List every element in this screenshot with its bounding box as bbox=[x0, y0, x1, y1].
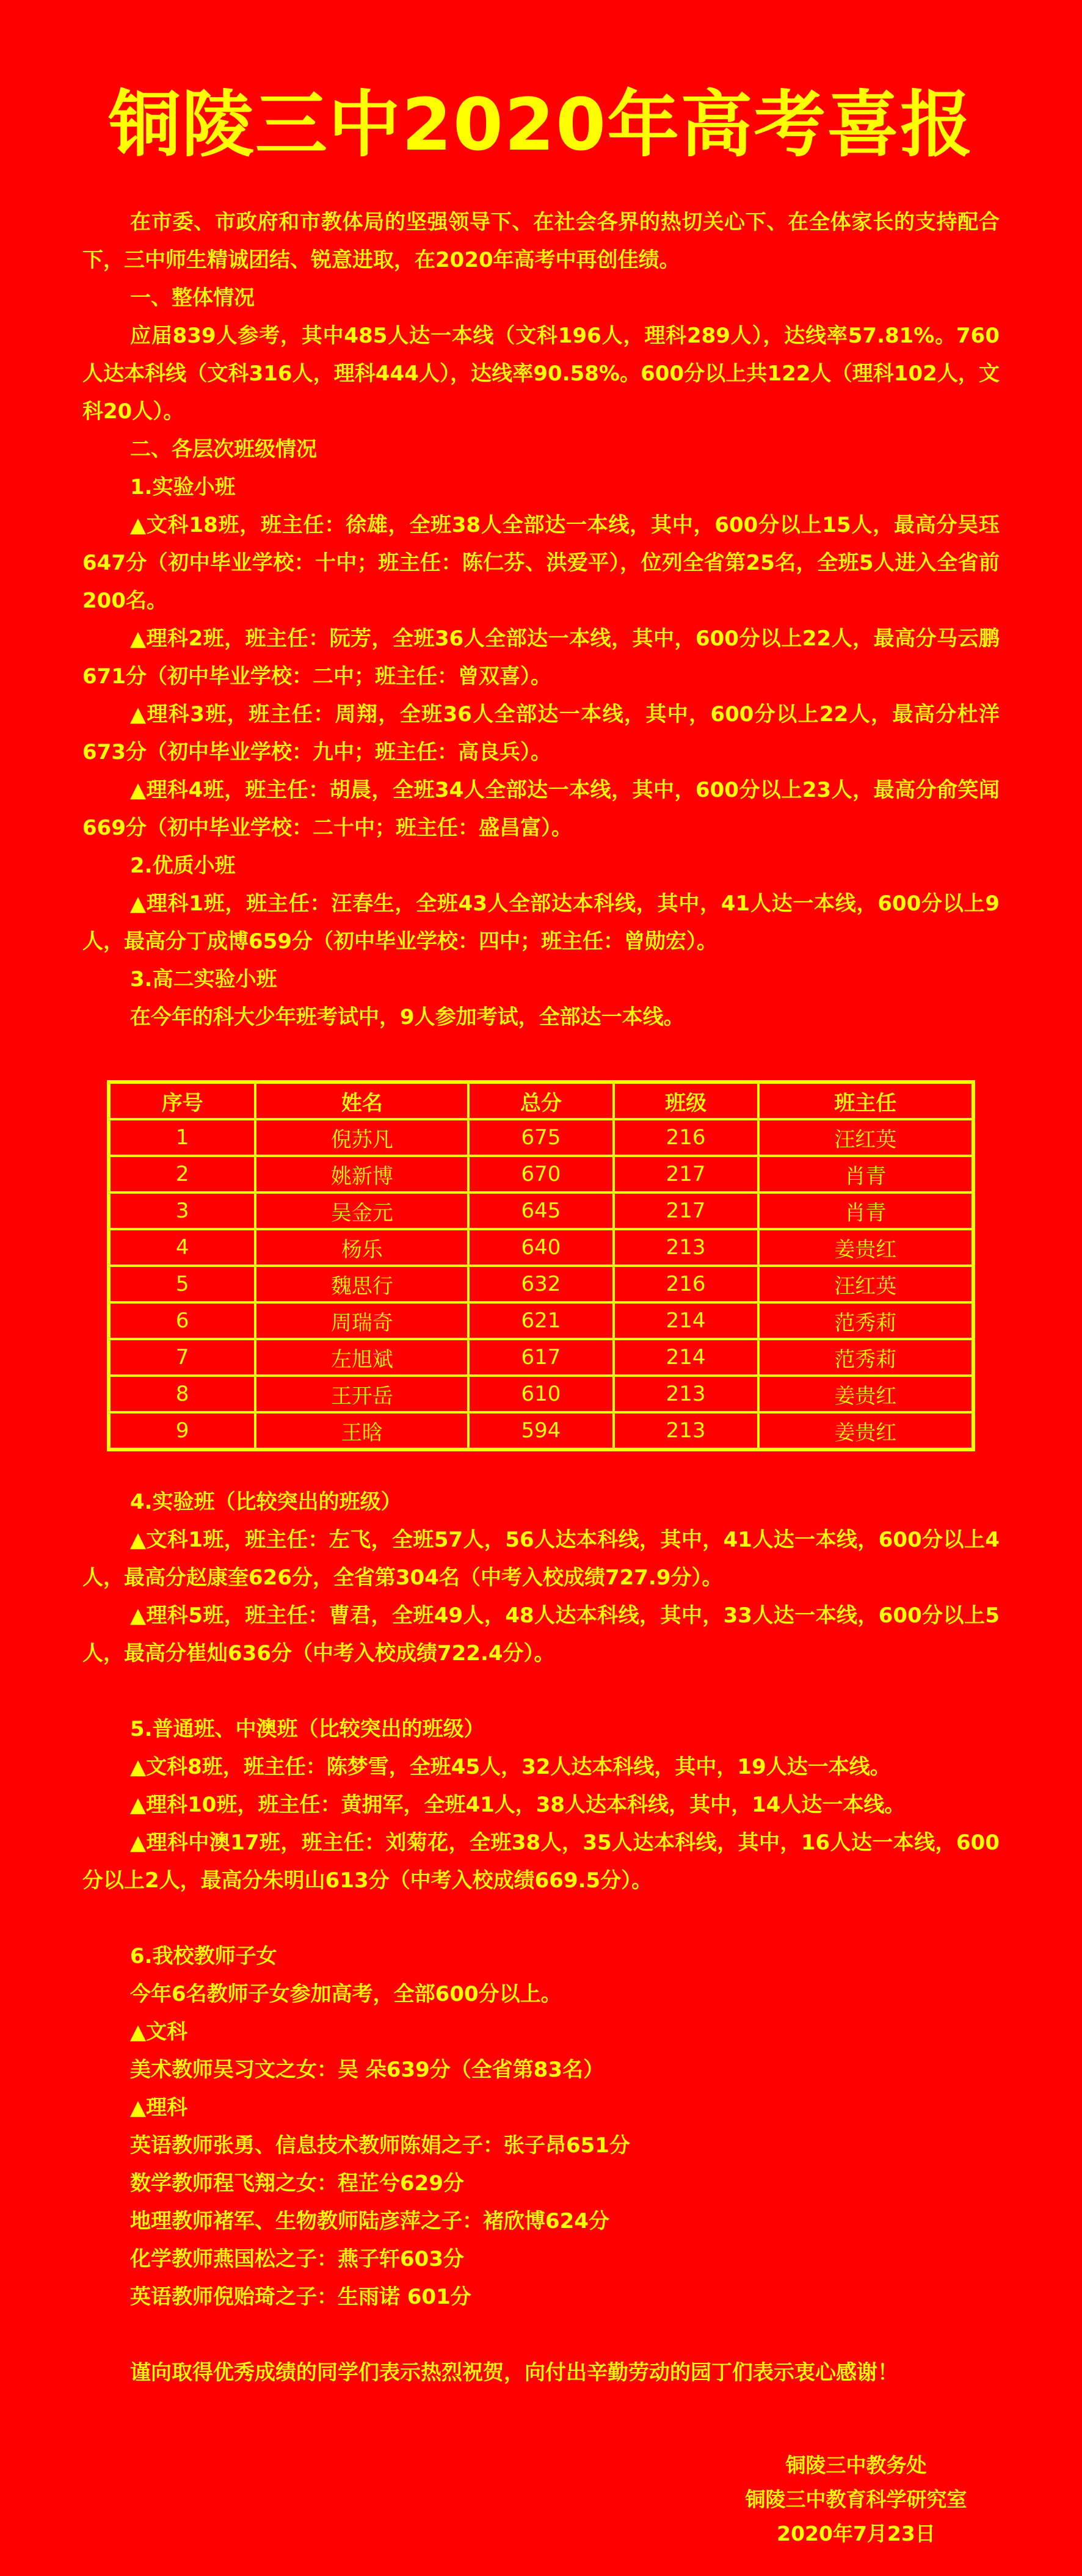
cell-name: 王晗 bbox=[255, 1412, 468, 1449]
table-row bbox=[109, 1192, 973, 1229]
cell-teacher: 汪红英 bbox=[758, 1266, 973, 1302]
sub2-heading: 2.优质小班 bbox=[130, 854, 236, 878]
signature-org-academic-affairs: 铜陵三中教务处 bbox=[785, 2453, 927, 2477]
cell-index: 3 bbox=[109, 1192, 255, 1229]
cell-score: 610 bbox=[468, 1376, 613, 1412]
cell-score: 675 bbox=[468, 1119, 613, 1156]
cell-name: 姚新博 bbox=[255, 1156, 468, 1192]
cell-index: 6 bbox=[109, 1302, 255, 1339]
cell-class: 213 bbox=[614, 1412, 758, 1449]
column-header-name: 姓名 bbox=[255, 1082, 468, 1119]
cell-index: 9 bbox=[109, 1412, 255, 1449]
table-row bbox=[109, 1266, 973, 1302]
sub5-heading: 5.普通班、中澳班（比较突出的班级） bbox=[130, 1717, 485, 1741]
cell-teacher: 范秀莉 bbox=[758, 1339, 973, 1376]
cell-teacher: 姜贵红 bbox=[758, 1376, 973, 1412]
closing-message: 谨向取得优秀成绩的同学们表示热烈祝贺，向付出辛勤劳动的园丁们表示衷心感谢！ bbox=[130, 2360, 898, 2385]
table-header-row bbox=[109, 1082, 973, 1119]
cell-index: 8 bbox=[109, 1376, 255, 1412]
cell-name: 杨乐 bbox=[255, 1229, 468, 1266]
sub5-item: ▲理科中澳17班，班主任：刘菊花，全班38人，35人达本科线，其中，16人达一本线，600分以上2人，最高分朱明山613分（中考入校成绩669.5分）。 bbox=[82, 1830, 1000, 1893]
teacher-child-item: 美术教师吴习文之女：吴 朵639分（全省第83名） bbox=[130, 2058, 605, 2082]
teacher-child-item: 英语教师倪贻琦之子：生雨诺 601分 bbox=[130, 2285, 471, 2309]
spacer bbox=[82, 1672, 1000, 1710]
sub1-heading: 1.实验小班 bbox=[130, 475, 236, 499]
cell-name: 魏思行 bbox=[255, 1266, 468, 1302]
section2-heading: 二、各层次班级情况 bbox=[130, 437, 317, 462]
column-header-class: 班级 bbox=[614, 1082, 758, 1119]
cell-class: 216 bbox=[614, 1119, 758, 1156]
cell-class: 217 bbox=[614, 1156, 758, 1192]
cell-name: 左旭斌 bbox=[255, 1339, 468, 1376]
cell-score: 670 bbox=[468, 1156, 613, 1192]
spacer bbox=[82, 1899, 1000, 1937]
cell-name: 周瑞奇 bbox=[255, 1302, 468, 1339]
cell-index: 2 bbox=[109, 1156, 255, 1192]
results-table bbox=[107, 1080, 975, 1451]
spacer bbox=[82, 2316, 1000, 2354]
sub6-heading: 6.我校教师子女 bbox=[130, 1944, 277, 1968]
teacher-child-item: 数学教师程飞翔之女：程芷兮629分 bbox=[130, 2171, 464, 2196]
cell-class: 214 bbox=[614, 1339, 758, 1376]
cell-teacher: 姜贵红 bbox=[758, 1412, 973, 1449]
column-header-index: 序号 bbox=[109, 1082, 255, 1119]
cell-index: 7 bbox=[109, 1339, 255, 1376]
teacher-child-item: 化学教师燕国松之子：燕子轩603分 bbox=[130, 2247, 464, 2271]
sub3-text: 在今年的科大少年班考试中，9人参加考试，全部达一本线。 bbox=[130, 1005, 684, 1029]
sub2-item: ▲理科1班，班主任：汪春生，全班43人全部达本科线，其中，41人达一本线，600分以上9人，最高分丁成博659分（初中毕业学校：四中；班主任：曾勋宏）。 bbox=[82, 891, 1000, 954]
table-row bbox=[109, 1412, 973, 1449]
teacher-child-item: 地理教师褚军、生物教师陆彦萍之子：褚欣博624分 bbox=[130, 2209, 609, 2233]
column-header-teacher: 班主任 bbox=[758, 1082, 973, 1119]
table-row bbox=[109, 1339, 973, 1376]
cell-index: 1 bbox=[109, 1119, 255, 1156]
cell-score: 645 bbox=[468, 1192, 613, 1229]
teacher-child-item: 英语教师张勇、信息技术教师陈娟之子：张子昂651分 bbox=[130, 2133, 630, 2158]
sub6-text: 今年6名教师子女参加高考，全部600分以上。 bbox=[130, 1982, 562, 2006]
cell-class: 213 bbox=[614, 1376, 758, 1412]
cell-score: 621 bbox=[468, 1302, 613, 1339]
sub1-item: ▲理科2班，班主任：阮芳，全班36人全部达一本线，其中，600分以上22人，最高分马云鹏671分（初中毕业学校：二中；班主任：曾双喜）。 bbox=[82, 626, 1000, 689]
column-header-score: 总分 bbox=[468, 1082, 613, 1119]
like-label: ▲理科 bbox=[130, 2095, 188, 2120]
cell-class: 216 bbox=[614, 1266, 758, 1302]
sub5-item: ▲文科8班，班主任：陈梦雪，全班45人，32人达本科线，其中，19人达一本线。 bbox=[130, 1755, 891, 1779]
cell-score: 632 bbox=[468, 1266, 613, 1302]
sub4-heading: 4.实验班（比较突出的班级） bbox=[130, 1490, 402, 1514]
sub1-item: ▲理科3班，班主任：周翔，全班36人全部达一本线，其中，600分以上22人，最高分杜洋673分（初中毕业学校：九中；班主任：高良兵）。 bbox=[82, 702, 1000, 764]
section1-heading: 一、整体情况 bbox=[130, 286, 255, 310]
cell-teacher: 肖青 bbox=[758, 1192, 973, 1229]
cell-teacher: 范秀莉 bbox=[758, 1302, 973, 1339]
cell-index: 4 bbox=[109, 1229, 255, 1266]
cell-class: 213 bbox=[614, 1229, 758, 1266]
sub4-item: ▲理科5班，班主任：曹君，全班49人，48人达本科线，其中，33人达一本线，600分以上5人，最高分崔灿636分（中考入校成绩722.4分）。 bbox=[82, 1603, 1000, 1666]
table-row bbox=[109, 1376, 973, 1412]
sub1-item: ▲文科18班，班主任：徐雄，全班38人全部达一本线，其中，600分以上15人，最高分吴珏647分（初中毕业学校：十中；班主任：陈仁芬、洪爱平），位列全省第25名，全班5人进入全省前200名。 bbox=[82, 513, 1000, 613]
table-row bbox=[109, 1229, 973, 1266]
cell-score: 640 bbox=[468, 1229, 613, 1266]
cell-index: 5 bbox=[109, 1266, 255, 1302]
cell-name: 吴金元 bbox=[255, 1192, 468, 1229]
cell-teacher: 肖青 bbox=[758, 1156, 973, 1192]
cell-score: 594 bbox=[468, 1412, 613, 1449]
cell-name: 王开岳 bbox=[255, 1376, 468, 1412]
sub5-item: ▲理科10班，班主任：黄拥军，全班41人，38人达本科线，其中，14人达一本线。 bbox=[130, 1793, 906, 1817]
table-row bbox=[109, 1156, 973, 1192]
signature-block bbox=[630, 2448, 1082, 2551]
cell-class: 214 bbox=[614, 1302, 758, 1339]
intro-paragraph: 在市委、市政府和市教体局的坚强领导下、在社会各界的热切关心下、在全体家长的支持配合下，三中师生精诚团结、锐意进取，在2020年高考中再创佳绩。 bbox=[82, 210, 1000, 272]
table-row bbox=[109, 1302, 973, 1339]
cell-score: 617 bbox=[468, 1339, 613, 1376]
table-row bbox=[109, 1119, 973, 1156]
cell-teacher: 姜贵红 bbox=[758, 1229, 973, 1266]
sub4-item: ▲文科1班，班主任：左飞，全班57人，56人达本科线，其中，41人达一本线，600分以上4人，最高分赵康奎626分，全省第304名（中考入校成绩727.9分）。 bbox=[82, 1528, 1000, 1590]
section1-text: 应届839人参考，其中485人达一本线（文科196人，理科289人），达线率57.81%。760人达本科线（文科316人，理科444人），达线率90.58%。600分以上共122人（理科102人，文科20人）。 bbox=[82, 324, 1000, 424]
signature-org-research: 铜陵三中教育科学研究室 bbox=[745, 2487, 967, 2511]
cell-name: 倪苏凡 bbox=[255, 1119, 468, 1156]
cell-class: 217 bbox=[614, 1192, 758, 1229]
sub3-heading: 3.高二实验小班 bbox=[130, 967, 277, 992]
sub1-item: ▲理科4班，班主任：胡晨，全班34人全部达一本线，其中，600分以上23人，最高分俞笑闻669分（初中毕业学校：二十中；班主任：盛昌富）。 bbox=[82, 778, 1000, 840]
wenke-label: ▲文科 bbox=[130, 2020, 188, 2044]
signature-date: 2020年7月23日 bbox=[777, 2522, 935, 2545]
page-title: 铜陵三中2020年高考喜报 bbox=[108, 82, 974, 167]
cell-teacher: 汪红英 bbox=[758, 1119, 973, 1156]
